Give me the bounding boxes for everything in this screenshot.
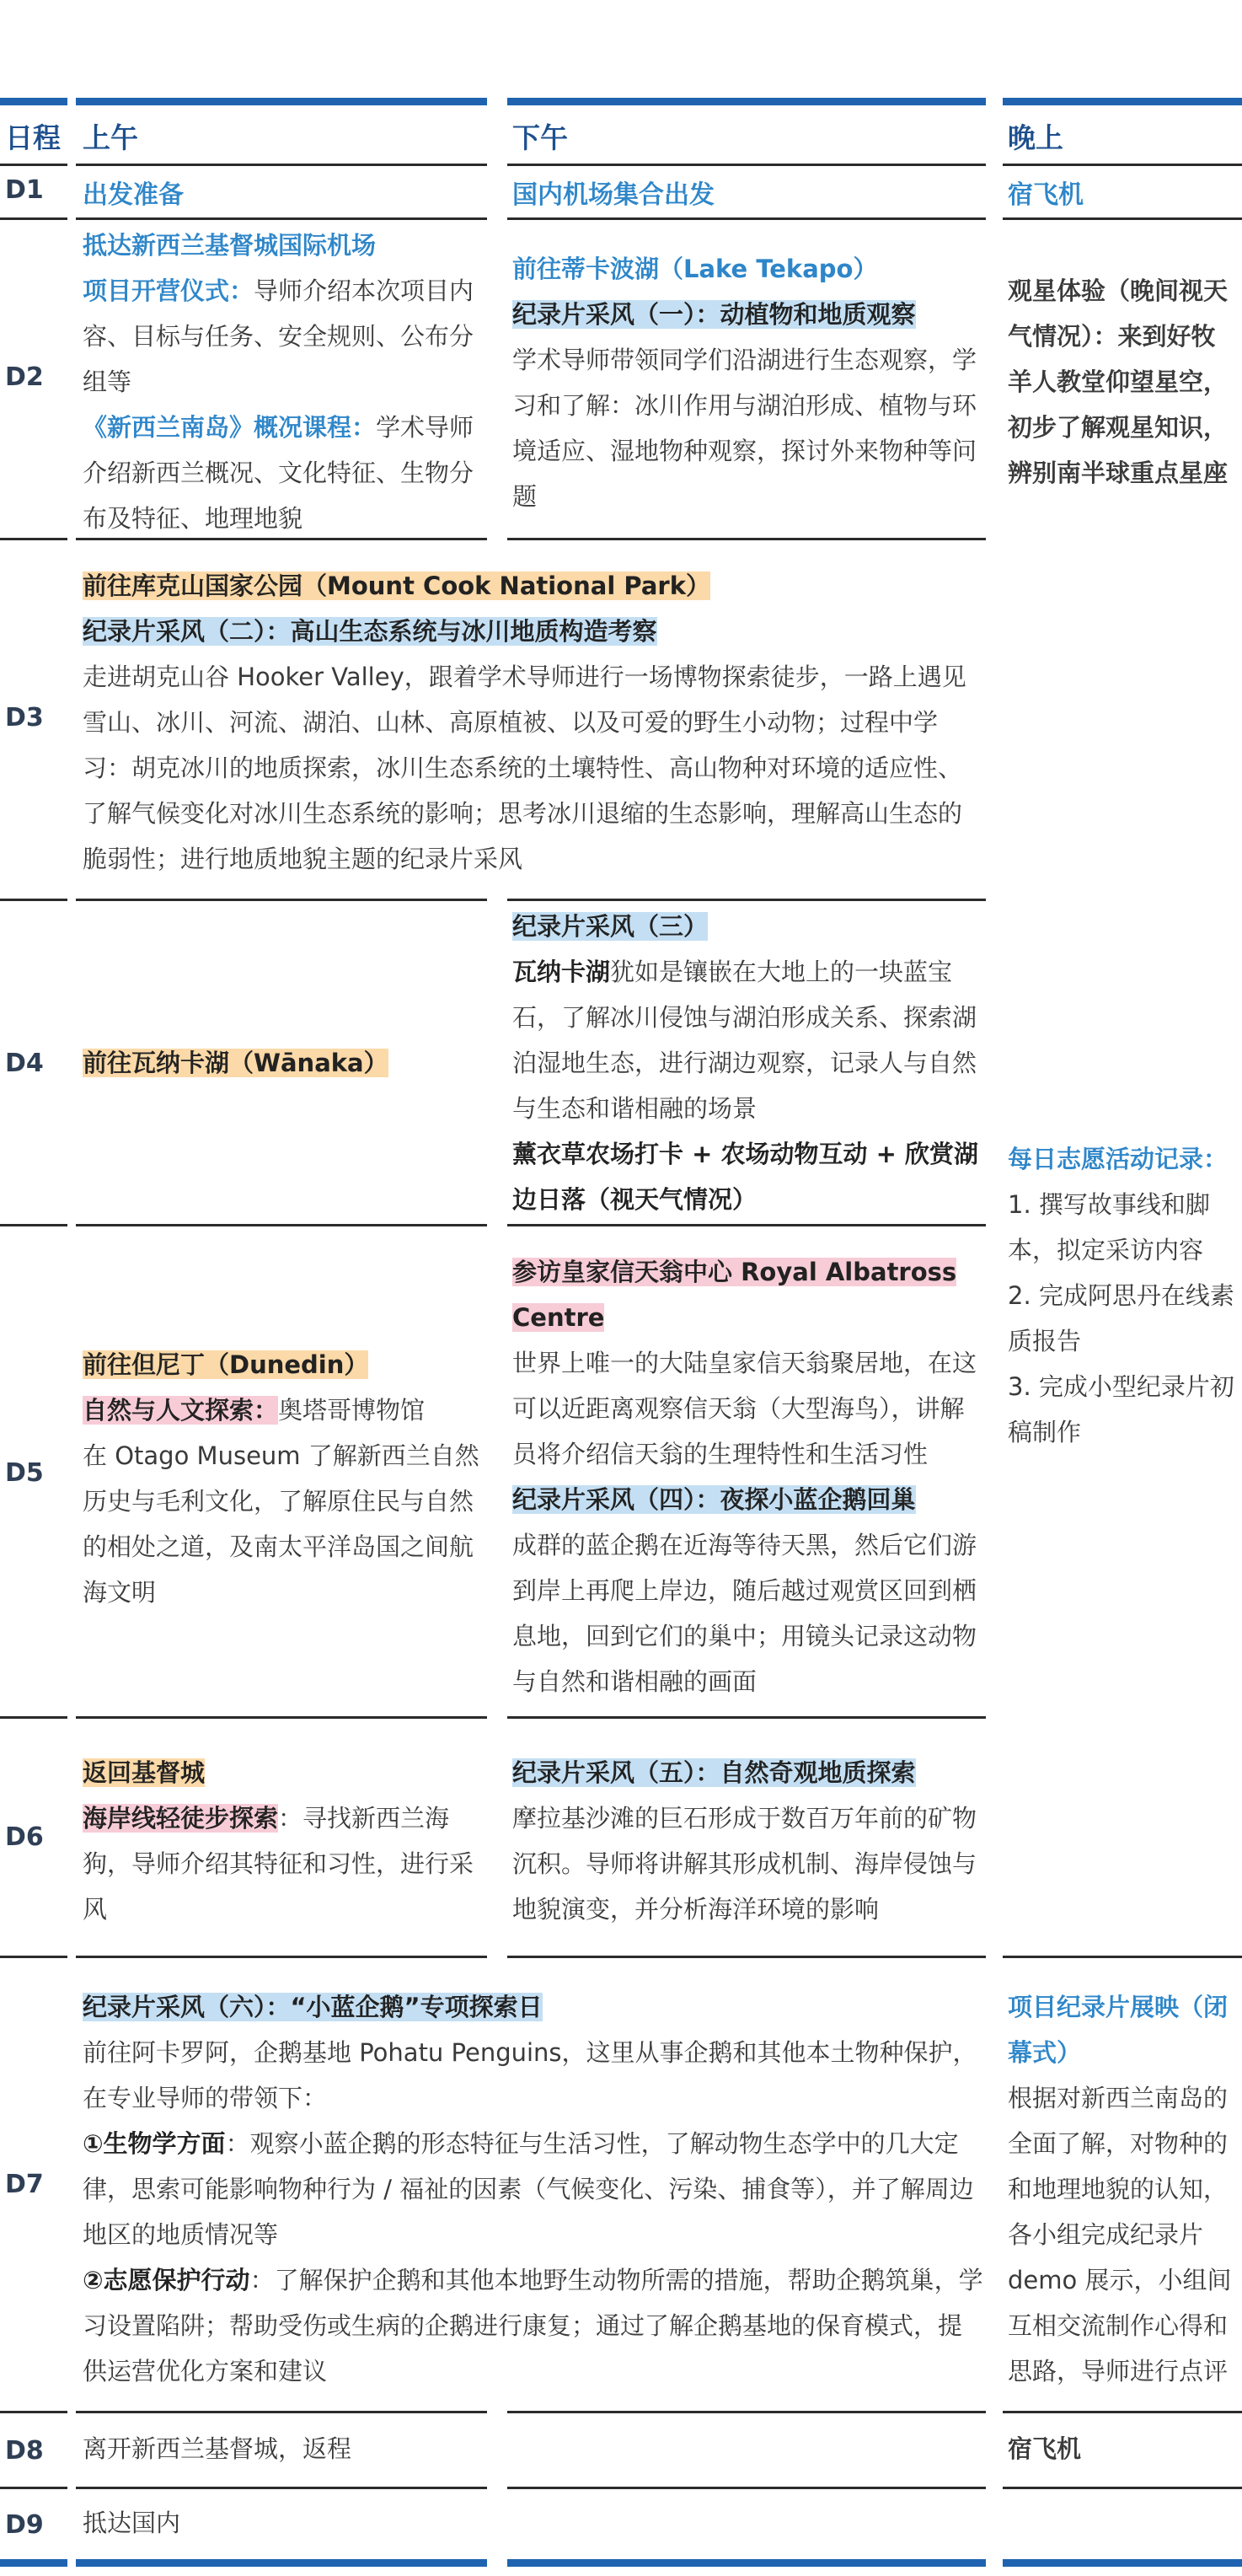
divider (507, 164, 986, 166)
d7-content (83, 1984, 984, 2394)
d7-p2: ②志愿保护行动：了解保护企鹅和其他本地野生动物所需的措施，帮助企鹅筑巢，学习设置陷阱；帮助受伤或生病的企鹅进行康复；通过了解企鹅基地的保育模式，提供运营优化方案和建议 (83, 2266, 983, 2385)
divider (0, 1956, 67, 1958)
divider (76, 538, 487, 540)
footer-bar (0, 2559, 67, 2567)
divider (1003, 2487, 1242, 2489)
d7-title: 纪录片采风（六）：“小蓝企鹅”专项探索日 (83, 1993, 543, 2021)
d3-content (83, 563, 984, 882)
divider (1003, 164, 1242, 166)
divider (0, 1224, 67, 1226)
day-label: D4 (5, 1049, 44, 1078)
d7-p1: ①生物学方面：观察小蓝企鹅的形态特征与生活习性，了解动物生态学中的几大定律，思索可能影响物种行为 / 福祉的因素（气候变化、污染、捕食等），并了解周边地区的地质情况等 (83, 2129, 974, 2249)
day-label: D7 (5, 2170, 44, 2199)
d7-evening-title: 项目纪录片展映（闭幕式） (1008, 1993, 1229, 2067)
d5-label: 自然与人文探索：奥塔哥博物馆 (83, 1396, 426, 1425)
divider (0, 164, 67, 166)
divider (0, 217, 67, 220)
divider (76, 1224, 487, 1226)
footer-bar (507, 2559, 986, 2567)
d2-evening: 观星体验（晚间视天气情况）：来到好牧羊人教堂仰望星空，初步了解观星知识，辨别南半球重点星座 (1008, 276, 1229, 487)
divider (0, 1716, 67, 1719)
divider (1003, 217, 1242, 220)
footer-bar (1003, 2559, 1242, 2567)
divider (507, 1956, 986, 1958)
d5-title: 参访皇家信天翁中心 Royal Albatross Centre (512, 1258, 957, 1332)
divider (507, 2487, 986, 2489)
divider (76, 1956, 487, 1958)
header-bar-morning (76, 98, 487, 105)
divider (507, 899, 986, 901)
d6-morning (83, 1750, 487, 1932)
d5-text: 在 Otago Museum 了解新西兰自然历史与毛利文化，了解原住民与自然的相处之道，及南太平洋岛国之间航海文明 (83, 1441, 479, 1607)
d2-opening: 项目开营仪式：导师介绍本次项目内容、目标与任务、安全规则、公布分组等 (83, 276, 474, 396)
divider (76, 2487, 487, 2489)
d9-morning: 抵达国内 (83, 2509, 181, 2537)
divider (1003, 1956, 1242, 1958)
d6-place: 返回基督城 (83, 1758, 206, 1787)
divider (0, 2411, 67, 2413)
divider (76, 1716, 487, 1719)
header-bar-day (0, 98, 67, 105)
d6-title: 纪录片采风（五）：自然奇观地质探索 (512, 1758, 916, 1787)
d4-morning: 前往瓦纳卡湖（Wānaka） (83, 1049, 388, 1077)
d1-evening: 宿飞机 (1008, 180, 1084, 210)
divider (0, 899, 67, 901)
d2-afternoon (512, 246, 984, 519)
day-label: D8 (5, 2436, 44, 2466)
day-label: D5 (5, 1458, 44, 1488)
divider (76, 2411, 487, 2413)
d5-morning (83, 1342, 487, 1615)
d5-text2: 成群的蓝企鹅在近海等待天黑，然后它们游到岸上再爬上岸边，随后越过观赏区回到栖息地，回到它们的巢中；用镜头记录这动物与自然和谐相融的画面 (512, 1531, 977, 1696)
d2-course: 《新西兰南岛》概况课程：学术导师介绍新西兰概况、文化特征、生物分布及特征、地理地貌 (83, 413, 474, 533)
daily-item: 3. 完成小型纪录片初稿制作 (1008, 1372, 1234, 1446)
d6-text: 海岸线轻徒步探索：寻找新西兰海狗，导师介绍其特征和习性，进行采风 (83, 1804, 474, 1924)
divider (507, 538, 986, 540)
divider (0, 2487, 67, 2489)
divider (1003, 2411, 1242, 2413)
d4-text: 瓦纳卡湖犹如是镶嵌在大地上的一块蓝宝石，了解冰川侵蚀与湖泊形成关系、探索湖泊湿地生态，进行湖边观察，记录人与自然与生态和谐相融的场景 (512, 958, 977, 1123)
divider (76, 899, 487, 901)
day-label: D1 (5, 175, 44, 205)
d4-extra: 薰衣草农场打卡 + 农场动物互动 + 欣赏湖边日落（视天气情况） (512, 1140, 978, 1214)
d7-intro: 前往阿卡罗阿，企鹅基地 Pohatu Penguins，这里从事企鹅和其他本土物种保护，在专业导师的带领下： (83, 2038, 977, 2112)
d2-title: 纪录片采风（一）：动植物和地质观察 (512, 300, 916, 329)
header-afternoon: 下午 (512, 121, 568, 154)
d2-arrive: 抵达新西兰基督城国际机场 (83, 231, 377, 260)
daily-item: 1. 撰写故事线和脚本，拟定采访内容 (1008, 1190, 1210, 1264)
d6-afternoon (512, 1750, 984, 1932)
divider (507, 217, 986, 220)
d5-place: 前往但尼丁（Dunedin） (83, 1350, 369, 1379)
d5-title2: 纪录片采风（四）：夜探小蓝企鹅回巢 (512, 1485, 916, 1514)
daily-record-title: 每日志愿活动记录： (1008, 1145, 1229, 1173)
divider (507, 1224, 986, 1226)
d2-text: 学术导师带领同学们沿湖进行生态观察，学习和了解：冰川作用与湖泊形成、植物与环境适应、湿地物种观察，探讨外来物种等问题 (512, 346, 977, 511)
d5-text: 世界上唯一的大陆皇家信天翁聚居地，在这可以近距离观察信天翁（大型海鸟），讲解员将介绍信天翁的生理特性和生活习性 (512, 1349, 977, 1468)
divider (76, 217, 487, 220)
d2-place: 前往蒂卡波湖（Lake Tekapo） (512, 255, 878, 283)
header-bar-afternoon (507, 98, 986, 105)
divider (76, 164, 487, 166)
d6-text: 摩拉基沙滩的巨石形成于数百万年前的矿物沉积。导师将讲解其形成机制、海岸侵蚀与地貌演变，并分析海洋环境的影响 (512, 1804, 977, 1924)
divider (507, 1716, 986, 1719)
d1-afternoon: 国内机场集合出发 (512, 180, 715, 210)
d3-text: 走进胡克山谷 Hooker Valley，跟着学术导师进行一场博物探索徒步，一路上遇见雪山、冰川、河流、湖泊、山林、高原植被、以及可爱的野生小动物；过程中学习：胡克冰川的地质探索，冰川生态系统的土壤特性、高山物种对环境的适应性、了解气候变化对冰川生态系统的影响；思考冰川退缩的生态影响，理解高山生态的脆弱性；进行地质地貌主题的纪录片采风 (83, 663, 966, 873)
day-label: D3 (5, 703, 44, 733)
d3-title: 纪录片采风（二）：高山生态系统与冰川地质构造考察 (83, 617, 657, 646)
day-label: D6 (5, 1822, 44, 1852)
d4-title: 纪录片采风（三） (512, 912, 709, 941)
header-morning: 上午 (83, 121, 138, 154)
daily-item: 2. 完成阿思丹在线素质报告 (1008, 1281, 1234, 1355)
header-evening: 晚上 (1008, 121, 1063, 154)
daily-record (1008, 1136, 1239, 1455)
d7-evening-text: 根据对新西兰南岛的全面了解，对物种的和地理地貌的认知，各小组完成纪录片 demo 展示，小组间互相交流制作心得和思路，导师进行点评 (1008, 2084, 1232, 2385)
d5-afternoon (512, 1249, 984, 1704)
d1-morning: 出发准备 (83, 180, 184, 210)
day-label: D9 (5, 2510, 44, 2540)
d8-evening: 宿飞机 (1008, 2434, 1082, 2463)
footer-bar (76, 2559, 487, 2567)
divider (0, 538, 67, 540)
d4-afternoon (512, 904, 984, 1222)
d3-place: 前往库克山国家公园（Mount Cook National Park） (83, 572, 710, 600)
header-bar-evening (1003, 98, 1242, 105)
d7-evening (1008, 1984, 1239, 2394)
header-day: 日程 (5, 121, 61, 154)
d8-morning: 离开新西兰基督城，返程 (83, 2434, 352, 2463)
day-label: D2 (5, 362, 44, 392)
divider (507, 2411, 986, 2413)
d2-morning (83, 223, 487, 541)
